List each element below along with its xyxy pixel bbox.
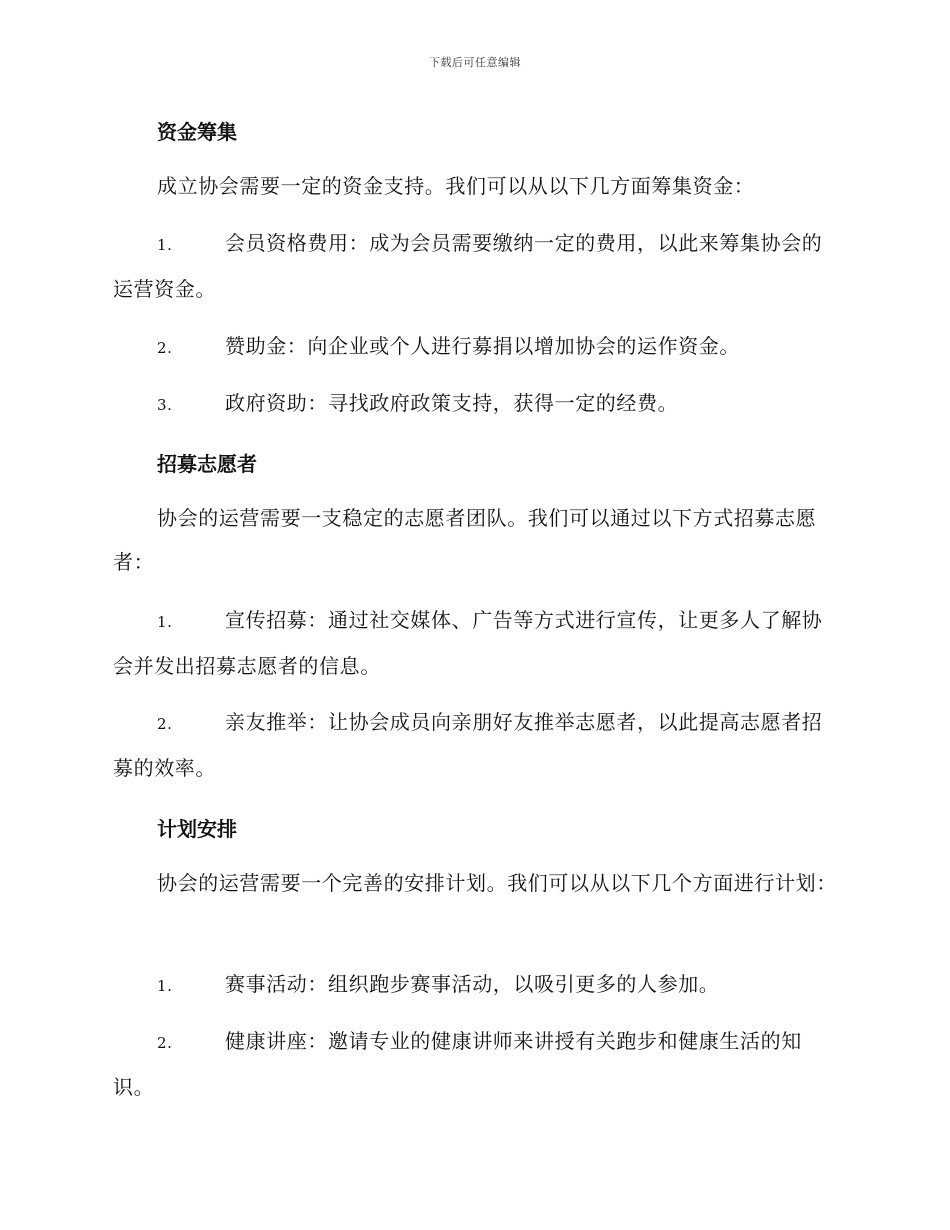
list-item-text: 赞助金：向企业或个人进行募捐以增加协会的运作资金。 [225, 334, 740, 358]
list-item-number: 2. [157, 339, 173, 357]
section-intro-volunteers: 协会的运营需要一支稳定的志愿者团队。我们可以通过以下方式招募志愿者： [113, 506, 817, 574]
list-item-text: 赛事活动：组织跑步赛事活动，以吸引更多的人参加。 [225, 972, 720, 996]
list-item-number: 1. [157, 613, 173, 631]
list-item [113, 598, 837, 688]
list-item-number: 1. [157, 236, 173, 254]
list-item [113, 381, 837, 427]
section-heading-volunteers: 招募志愿者 [157, 452, 257, 476]
list-item-text: 宣传招募：通过社交媒体、广告等方式进行宣传，让更多人了解协会并发出招募志愿者的信息。 [113, 608, 823, 678]
list-item-number: 1. [157, 977, 173, 995]
list-item [113, 324, 837, 370]
list-item [113, 700, 837, 790]
list-item [113, 962, 837, 1008]
list-item-text: 亲友推举：让协会成员向亲朋好友推举志愿者，以此提高志愿者招募的效率。 [113, 710, 823, 780]
header-note: 下载后可任意编辑 [429, 56, 521, 69]
section-intro-funding: 成立协会需要一定的资金支持。我们可以从以下几方面筹集资金： [157, 174, 755, 198]
list-item [113, 1019, 837, 1109]
list-item-number: 2. [157, 1034, 173, 1052]
section-heading-funding: 资金筹集 [157, 120, 237, 144]
section-heading-planning: 计划安排 [157, 817, 237, 841]
list-item-text: 健康讲座：邀请专业的健康讲师来讲授有关跑步和健康生活的知识。 [113, 1029, 802, 1099]
list-item [113, 221, 837, 311]
list-item-text: 会员资格费用：成为会员需要缴纳一定的费用，以此来筹集协会的运营资金。 [113, 231, 823, 301]
list-item-number: 3. [157, 396, 173, 414]
list-item-text: 政府资助：寻找政府政策支持，获得一定的经费。 [225, 391, 679, 415]
section-intro-planning: 协会的运营需要一个完善的安排计划。我们可以从以下几个方面进行计划： [157, 871, 837, 895]
list-item-number: 2. [157, 715, 173, 733]
